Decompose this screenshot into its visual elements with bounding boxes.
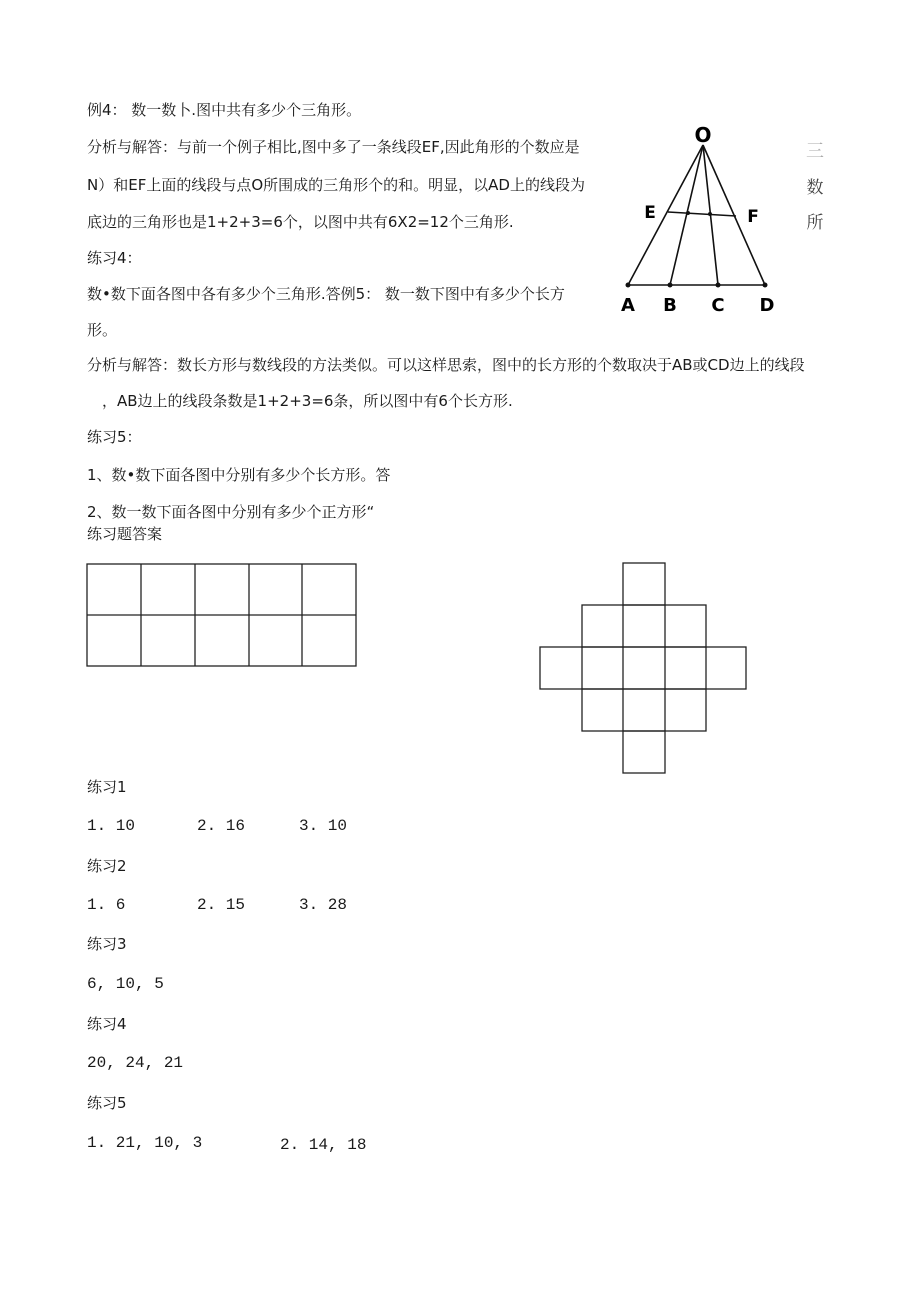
label-c: C [711,295,725,316]
exercise4-question: 数•数下面各图中各有多少个三角形.答例5： 数一数下图中有多少个长方 [87,285,565,303]
answer-ex1-a: 1. 10 [87,817,136,835]
label-o: O [694,123,712,147]
example4-title: 例4： 数一数卜.图中共有多少个三角形。 [87,101,362,119]
example4-analysis-line1: 分析与解答：与前一个例子相比,图中多了一条线段EF,因此角形的个数应是 [87,138,580,156]
answer-ex4-a: 20, 24, 21 [87,1054,184,1072]
example5-analysis-line1: 分析与解答：数长方形与数线段的方法类似。可以这样思索，图中的长方形的个数取决于AB或CD边上的线段 [87,356,805,374]
example4-analysis-line2: N）和EF上面的线段与点O所围成的三角形个的和。明显，以AD上的线段为 [87,176,585,194]
rectangle-grid-figure [86,563,359,669]
square-cross-figure [538,561,750,777]
exercise4-question-cont: 形。 [87,321,118,339]
answer-ex5-title: 练习5 [87,1094,127,1112]
answer-ex2-b: 2. 15 [197,896,246,914]
side-char-1: 三 [806,141,824,162]
answer-ex1-c: 3. 10 [299,817,348,835]
label-f: F [747,207,759,227]
answer-ex4-title: 练习4 [87,1015,127,1033]
answer-ex2-c: 3. 28 [299,896,348,914]
answer-ex5-b: 2. 14, 18 [280,1136,367,1154]
line-ef [668,212,736,216]
side-char-3: 所 [806,213,824,233]
side-char-2: 数 [806,178,824,198]
label-b: B [663,295,677,316]
example5-analysis-line2: ，AB边上的线段条数是1+2+3=6条，所以图中有6个长方形. [102,392,513,410]
answer-ex2-title: 练习2 [87,857,127,875]
answer-ex5-a: 1. 21, 10, 3 [87,1134,203,1152]
label-e: E [644,203,656,223]
answers-heading: 练习题答案 [87,525,163,543]
answer-ex3-title: 练习3 [87,935,127,953]
exercise5-title: 练习5： [87,428,142,446]
label-a: A [621,295,635,316]
answer-ex3-a: 6, 10, 5 [87,975,164,993]
line-ob [670,145,703,285]
exercise4-title: 练习4： [87,249,142,267]
answer-ex1-b: 2. 16 [197,817,246,835]
triangle-figure [610,115,840,320]
exercise5-question1: 1、数•数下面各图中分别有多少个长方形。答 [87,466,391,484]
example4-analysis-line3: 底边的三角形也是1+2+3=6个，以图中共有6X2=12个三角形. [87,213,514,231]
answer-ex1-title: 练习1 [87,778,127,796]
line-oa [628,145,703,285]
answer-ex2-a: 1. 6 [87,896,126,914]
exercise5-question2: 2、数一数下面各图中分别有多少个正方形“ [87,503,375,521]
label-d: D [759,295,775,316]
